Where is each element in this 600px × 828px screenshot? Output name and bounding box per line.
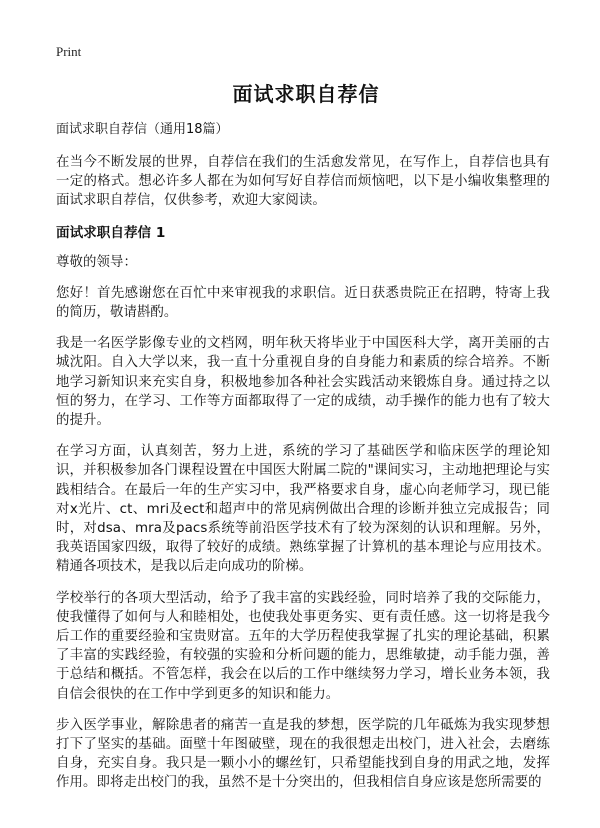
body-paragraph: 学校举行的各项大型活动，给予了我丰富的实践经验，同时培养了我的交际能力，使我懂得了如何与人和睦相处，也使我处事更务实、更有责任感。这一切将是我今后工作的重要经验和宝贵财富。五年的大学历程使我掌握了扎实的理论基础，积累了丰富的实践经验，有较强的实验和分析问题的能力，思维敏捷，动手能力强，善于总结和概括。不管怎样，我会在以后的工作中继续努力学习，增长业务本领，我自信会很快的在工作中学到更多的知识和能力。 [56,590,550,702]
article-subtitle: 面试求职自荐信（通用18篇） [56,122,229,137]
body-paragraph: 您好！首先感谢您在百忙中来审视我的求职信。近日获悉贵院正在招聘，特寄上我的简历，敬请斟酌。 [56,285,550,321]
body-paragraph: 步入医学事业，解除患者的痛苦一直是我的梦想，医学院的几年砥炼为我实现梦想打下了坚实的基础。面壁十年图破壁，现在的我很想走出校门，进入社会，去磨练自身，充实自身。我只是一颗小小的螺丝钉，只希望能找到自身的用武之地，发挥作用。即将走出校门的我，虽然不是十分突出的，但我相信自身应该是您所需要的 [56,717,550,791]
page-title: 面试求职自荐信 [232,82,380,106]
body-paragraph: 在学习方面，认真刻苦，努力上进，系统的学习了基础医学和临床医学的理论知识，并积极参加各门课程设置在中国医大附属二院的"课间实习，主动地把理论与实践相结合。在最后一年的生产实习中，我严格要求自身，虚心向老师学习，现已能对x光片、ct、mri及ect和超声中的常见病例做出合理的诊断并独立完成报告；同时，对dsa、mra及pacs系统等前沿医学技术有了较为深刻的认识和理解。另外，我英语国家四级，取得了较好的成绩。熟练掌握了计算机的基本理论与应用技术。精通各项技术，是我以后走向成功的阶梯。 [56,444,550,575]
section-heading: 面试求职自荐信 1 [56,224,166,241]
body-paragraph: 我是一名医学影像专业的文档网，明年秋天将毕业于中国医科大学，离开美丽的古城沈阳。自入大学以来，我一直十分重视自身的自身能力和素质的综合培养。不断地学习新知识来充实自身，积极地参加各种社会实践活动来锻炼自身。通过持之以恒的努力，在学习、工作等方面都取得了一定的成绩，动手操作的能力也有了较大的提升。 [56,336,550,429]
intro-paragraph: 在当今不断发展的世界，自荐信在我们的生活愈发常见，在写作上，自荐信也具有一定的格式。想必许多人都在为如何写好自荐信而烦恼吧，以下是小编收集整理的面试求职自荐信，仅供参考，欢迎大家阅读。 [56,155,550,209]
print-link[interactable]: Print [56,44,82,59]
article-body [56,120,550,805]
greeting: 尊敬的领导： [56,254,137,270]
